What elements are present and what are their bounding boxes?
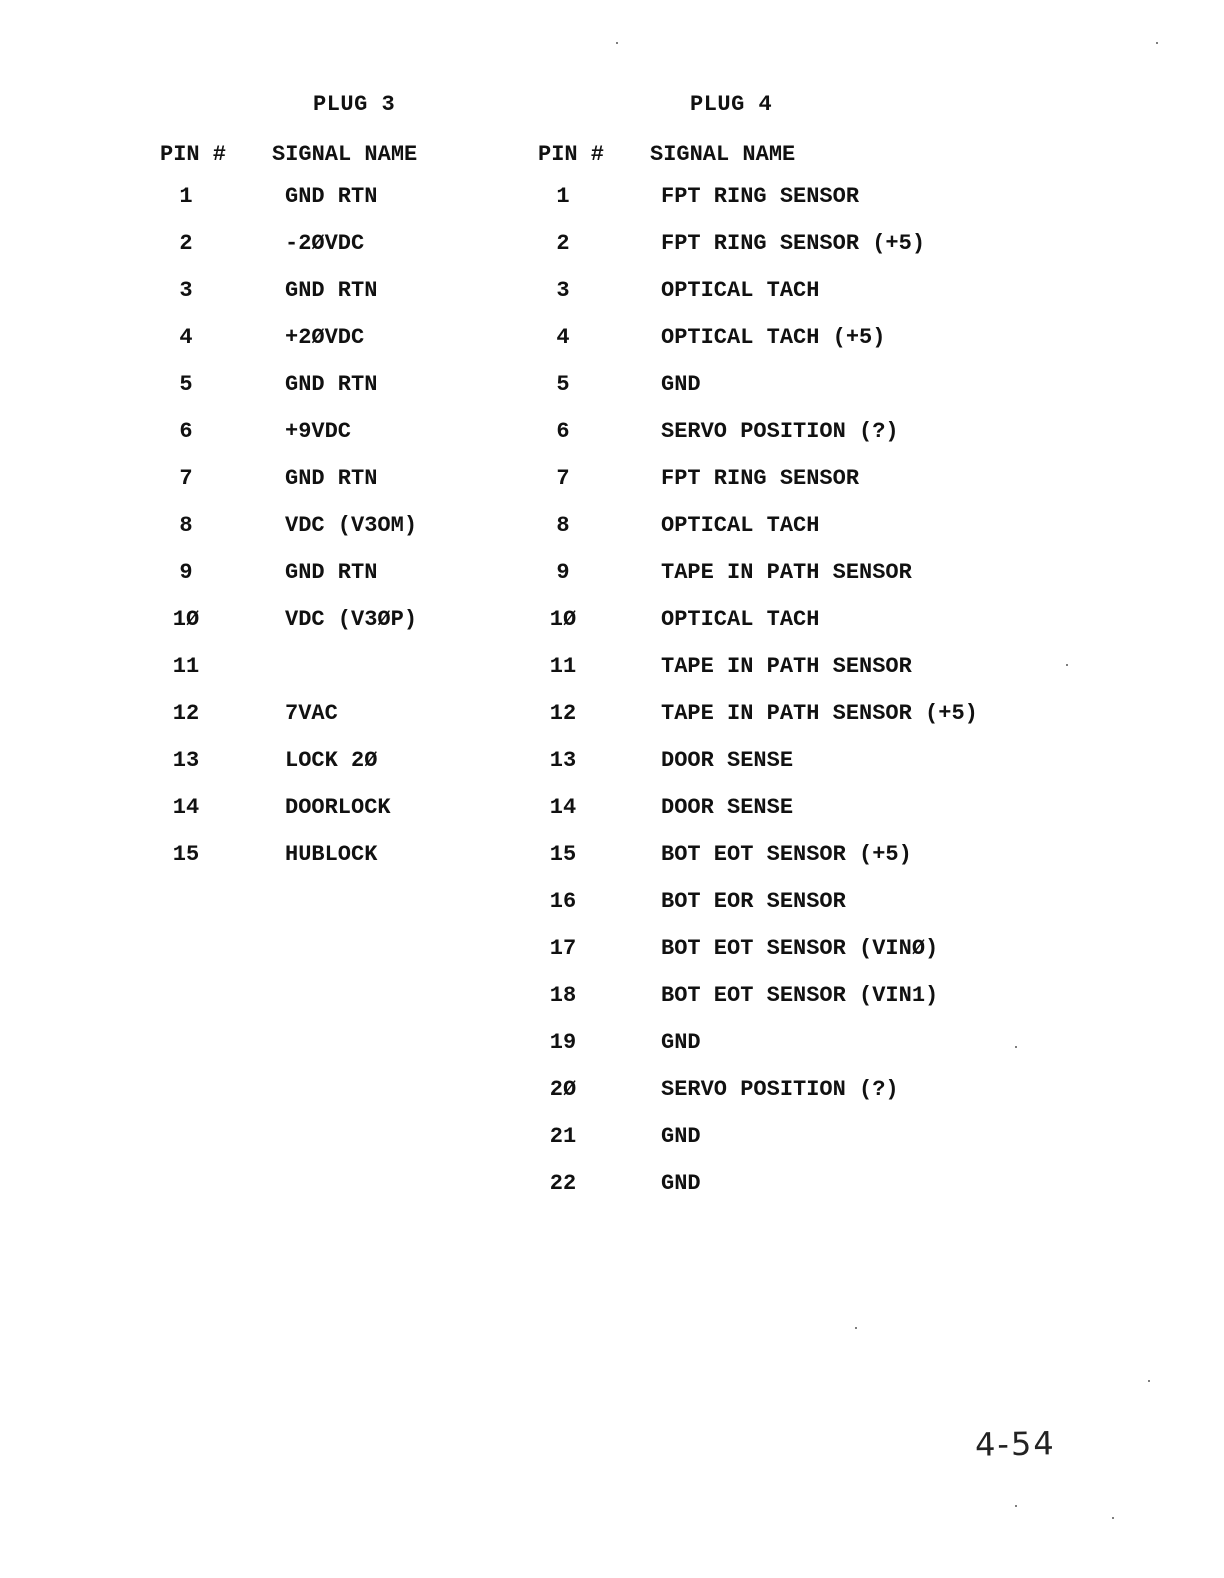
plug4-pin-header: PIN # bbox=[538, 142, 605, 167]
pin-number: 5 bbox=[556, 372, 570, 397]
signal-name: SERVO POSITION (?) bbox=[661, 419, 899, 444]
pin-number: 14 bbox=[172, 795, 200, 820]
plug4-signal-header: SIGNAL NAME bbox=[650, 142, 796, 167]
signal-name: BOT EOR SENSOR bbox=[661, 889, 846, 914]
signal-name: TAPE IN PATH SENSOR (+5) bbox=[661, 701, 978, 726]
plug4-row bbox=[0, 231, 1224, 278]
pin-number: 1Ø bbox=[549, 607, 577, 632]
plug4-row bbox=[0, 372, 1224, 419]
plug4-row bbox=[0, 889, 1224, 936]
signal-name: 7VAC bbox=[285, 701, 338, 726]
plug4-row bbox=[0, 748, 1224, 795]
plug4-row bbox=[0, 1077, 1224, 1124]
pin-number: 19 bbox=[549, 1030, 577, 1055]
pin-number: 12 bbox=[549, 701, 577, 726]
scan-speck bbox=[1156, 42, 1158, 44]
pin-number: 1 bbox=[556, 184, 570, 209]
signal-name: OPTICAL TACH bbox=[661, 513, 820, 538]
signal-name: DOORLOCK bbox=[285, 795, 391, 820]
plug4-row bbox=[0, 419, 1224, 466]
signal-name: GND RTN bbox=[285, 372, 378, 397]
signal-name: FPT RING SENSOR (+5) bbox=[661, 231, 926, 256]
plug4-row bbox=[0, 466, 1224, 513]
signal-name: VDC (V3ØP) bbox=[285, 607, 418, 632]
plug4-row bbox=[0, 278, 1224, 325]
signal-name: BOT EOT SENSOR (VIN1) bbox=[661, 983, 939, 1008]
pin-number: 17 bbox=[549, 936, 577, 961]
signal-name: -2ØVDC bbox=[285, 231, 365, 256]
signal-name: GND bbox=[661, 1030, 701, 1055]
signal-name: VDC (V3OM) bbox=[285, 513, 418, 538]
plug4-row bbox=[0, 513, 1224, 560]
pin-number: 1 bbox=[179, 184, 193, 209]
scan-speck bbox=[616, 42, 618, 44]
pin-number: 11 bbox=[172, 654, 200, 679]
pin-number: 15 bbox=[172, 842, 200, 867]
plug4-pin-table bbox=[0, 184, 1224, 1218]
pin-number: 22 bbox=[549, 1171, 577, 1196]
plug3-pin-header: PIN # bbox=[160, 142, 227, 167]
pin-number: 3 bbox=[179, 278, 193, 303]
pin-number: 4 bbox=[556, 325, 570, 350]
scan-speck bbox=[1066, 664, 1068, 666]
plug4-row bbox=[0, 795, 1224, 842]
plug3-signal-header: SIGNAL NAME bbox=[272, 142, 418, 167]
plug4-row bbox=[0, 1124, 1224, 1171]
pin-number: 7 bbox=[179, 466, 193, 491]
signal-name: SERVO POSITION (?) bbox=[661, 1077, 899, 1102]
pin-number: 14 bbox=[549, 795, 577, 820]
page-number: 4-54 bbox=[974, 1424, 1056, 1464]
signal-name: GND bbox=[661, 1171, 701, 1196]
signal-name: DOOR SENSE bbox=[661, 795, 794, 820]
signal-name: TAPE IN PATH SENSOR bbox=[661, 654, 912, 679]
signal-name: GND RTN bbox=[285, 560, 378, 585]
pin-number: 2 bbox=[179, 231, 193, 256]
signal-name: GND RTN bbox=[285, 466, 378, 491]
signal-name: TAPE IN PATH SENSOR bbox=[661, 560, 912, 585]
plug4-row bbox=[0, 1171, 1224, 1218]
pin-number: 9 bbox=[556, 560, 570, 585]
pin-number: 2Ø bbox=[549, 1077, 577, 1102]
pin-number: 8 bbox=[556, 513, 570, 538]
plug4-row bbox=[0, 184, 1224, 231]
plug4-row bbox=[0, 325, 1224, 372]
pin-number: 5 bbox=[179, 372, 193, 397]
pin-number: 9 bbox=[179, 560, 193, 585]
signal-name: DOOR SENSE bbox=[661, 748, 794, 773]
pin-number: 8 bbox=[179, 513, 193, 538]
scan-speck bbox=[1148, 1380, 1150, 1382]
signal-name: +2ØVDC bbox=[285, 325, 365, 350]
plug4-title: PLUG 4 bbox=[690, 92, 773, 117]
signal-name: FPT RING SENSOR bbox=[661, 466, 860, 491]
scan-speck bbox=[1015, 1505, 1017, 1507]
scan-speck bbox=[1015, 1046, 1017, 1048]
signal-name: BOT EOT SENSOR (VINØ) bbox=[661, 936, 939, 961]
pin-number: 7 bbox=[556, 466, 570, 491]
plug4-row bbox=[0, 1030, 1224, 1077]
signal-name: FPT RING SENSOR bbox=[661, 184, 860, 209]
pin-number: 21 bbox=[549, 1124, 577, 1149]
pin-number: 2 bbox=[556, 231, 570, 256]
plug4-row bbox=[0, 701, 1224, 748]
signal-name: BOT EOT SENSOR (+5) bbox=[661, 842, 912, 867]
pin-number: 13 bbox=[172, 748, 200, 773]
pin-number: 15 bbox=[549, 842, 577, 867]
signal-name: GND RTN bbox=[285, 278, 378, 303]
scan-speck bbox=[1112, 1517, 1114, 1519]
signal-name: GND RTN bbox=[285, 184, 378, 209]
plug4-row bbox=[0, 983, 1224, 1030]
plug4-row bbox=[0, 936, 1224, 983]
signal-name: HUBLOCK bbox=[285, 842, 378, 867]
pin-number: 12 bbox=[172, 701, 200, 726]
plug4-row bbox=[0, 842, 1224, 889]
scan-speck bbox=[855, 1327, 857, 1329]
signal-name: GND bbox=[661, 1124, 701, 1149]
pin-number: 16 bbox=[549, 889, 577, 914]
plug4-row bbox=[0, 607, 1224, 654]
pin-number: 13 bbox=[549, 748, 577, 773]
signal-name: GND bbox=[661, 372, 701, 397]
plug4-row bbox=[0, 560, 1224, 607]
plug3-title: PLUG 3 bbox=[313, 92, 396, 117]
pin-number: 6 bbox=[179, 419, 193, 444]
pin-number: 18 bbox=[549, 983, 577, 1008]
pin-number: 4 bbox=[179, 325, 193, 350]
pin-number: 11 bbox=[549, 654, 577, 679]
signal-name: LOCK 2Ø bbox=[285, 748, 378, 773]
signal-name: OPTICAL TACH bbox=[661, 278, 820, 303]
pin-number: 3 bbox=[556, 278, 570, 303]
pin-number: 1Ø bbox=[172, 607, 200, 632]
plug4-row bbox=[0, 654, 1224, 701]
signal-name: OPTICAL TACH (+5) bbox=[661, 325, 886, 350]
signal-name: +9VDC bbox=[285, 419, 352, 444]
signal-name: OPTICAL TACH bbox=[661, 607, 820, 632]
pin-number: 6 bbox=[556, 419, 570, 444]
